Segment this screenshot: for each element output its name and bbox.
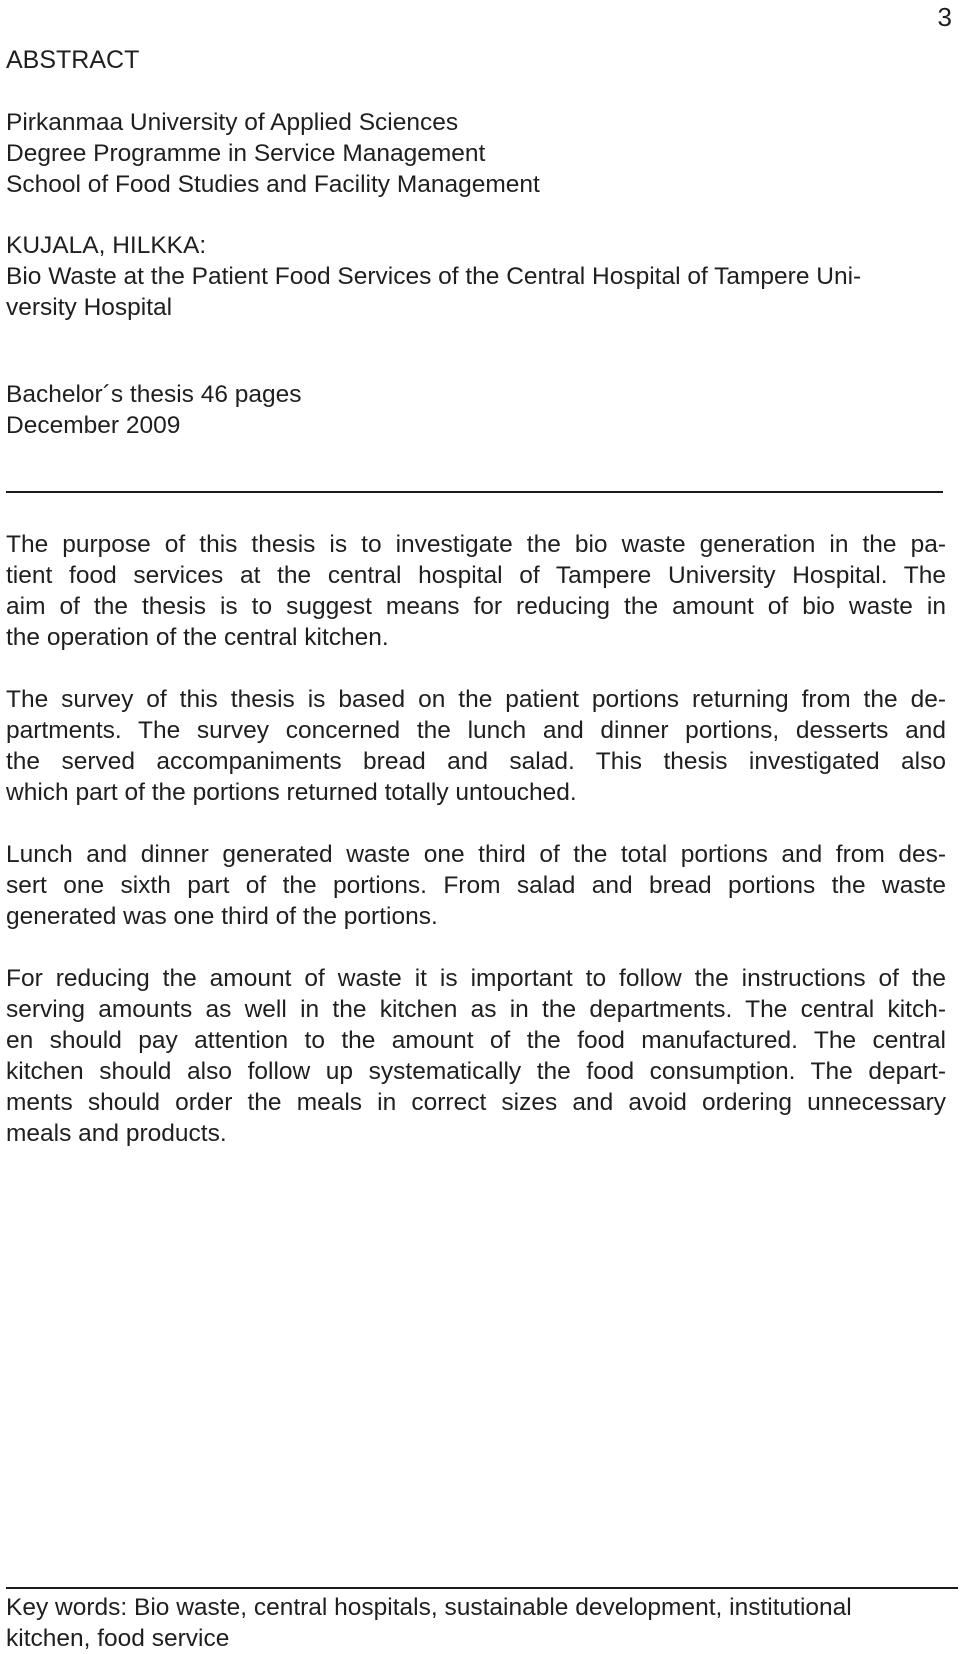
abstract-body bbox=[6, 529, 946, 1180]
text-line: The survey of this thesis is based on the patient portions returning from the de- bbox=[6, 686, 946, 713]
text-line: which part of the portions returned totally untouched. bbox=[6, 779, 577, 806]
text-line: The purpose of this thesis is to investigate the bio waste generation in the pa- bbox=[6, 531, 946, 558]
text-line: aim of the thesis is to suggest means for reducing the amount of bio waste in bbox=[6, 593, 946, 620]
text-line: sert one sixth part of the portions. From salad and bread portions the waste bbox=[6, 872, 946, 899]
author-name: KUJALA, HILKKA: bbox=[6, 232, 207, 259]
abstract-paragraph bbox=[6, 963, 946, 1149]
abstract-paragraph bbox=[6, 684, 946, 808]
bottom-divider bbox=[6, 1587, 958, 1589]
thesis-date: December 2009 bbox=[6, 412, 181, 439]
keywords-block bbox=[6, 1592, 946, 1654]
top-divider bbox=[6, 491, 943, 493]
degree-programme: Degree Programme in Service Management bbox=[6, 140, 486, 167]
abstract-heading: ABSTRACT bbox=[6, 46, 140, 74]
text-line: partments. The survey concerned the lunch and dinner portions, desserts and bbox=[6, 717, 946, 744]
keywords-line: Key words: Bio waste, central hospitals, sustainable development, institutional bbox=[6, 1594, 852, 1621]
school-name: School of Food Studies and Facility Management bbox=[6, 171, 540, 198]
thesis-type: Bachelor´s thesis 46 pages bbox=[6, 381, 302, 408]
thesis-title-line: versity Hospital bbox=[6, 294, 173, 321]
text-line: generated was one third of the portions. bbox=[6, 903, 438, 930]
text-line: kitchen should also follow up systematically the food consumption. The depart- bbox=[6, 1058, 946, 1085]
thesis-title-line: Bio Waste at the Patient Food Services of the Central Hospital of Tampere Uni- bbox=[6, 263, 862, 290]
author-title-block bbox=[6, 230, 946, 323]
text-line: For reducing the amount of waste it is important to follow the instructions of the bbox=[6, 965, 946, 992]
text-line: the served accompaniments bread and salad. This thesis investigated also bbox=[6, 748, 946, 775]
page-number: 3 bbox=[937, 2, 952, 32]
university-name: Pirkanmaa University of Applied Sciences bbox=[6, 109, 459, 136]
text-line: ments should order the meals in correct sizes and avoid ordering unnecessary bbox=[6, 1089, 946, 1116]
text-line: tient food services at the central hospital of Tampere University Hospital. The bbox=[6, 562, 946, 589]
thesis-info-block bbox=[6, 379, 946, 441]
text-line: the operation of the central kitchen. bbox=[6, 624, 389, 651]
institution-block bbox=[6, 107, 946, 200]
text-line: Lunch and dinner generated waste one third of the total portions and from des- bbox=[6, 841, 946, 868]
text-line: serving amounts as well in the kitchen as in the departments. The central kitch- bbox=[6, 996, 946, 1023]
keywords-line: kitchen, food service bbox=[6, 1625, 230, 1652]
text-line: en should pay attention to the amount of the food manufactured. The central bbox=[6, 1027, 946, 1054]
text-line: meals and products. bbox=[6, 1120, 227, 1147]
abstract-paragraph bbox=[6, 839, 946, 932]
abstract-paragraph bbox=[6, 529, 946, 653]
